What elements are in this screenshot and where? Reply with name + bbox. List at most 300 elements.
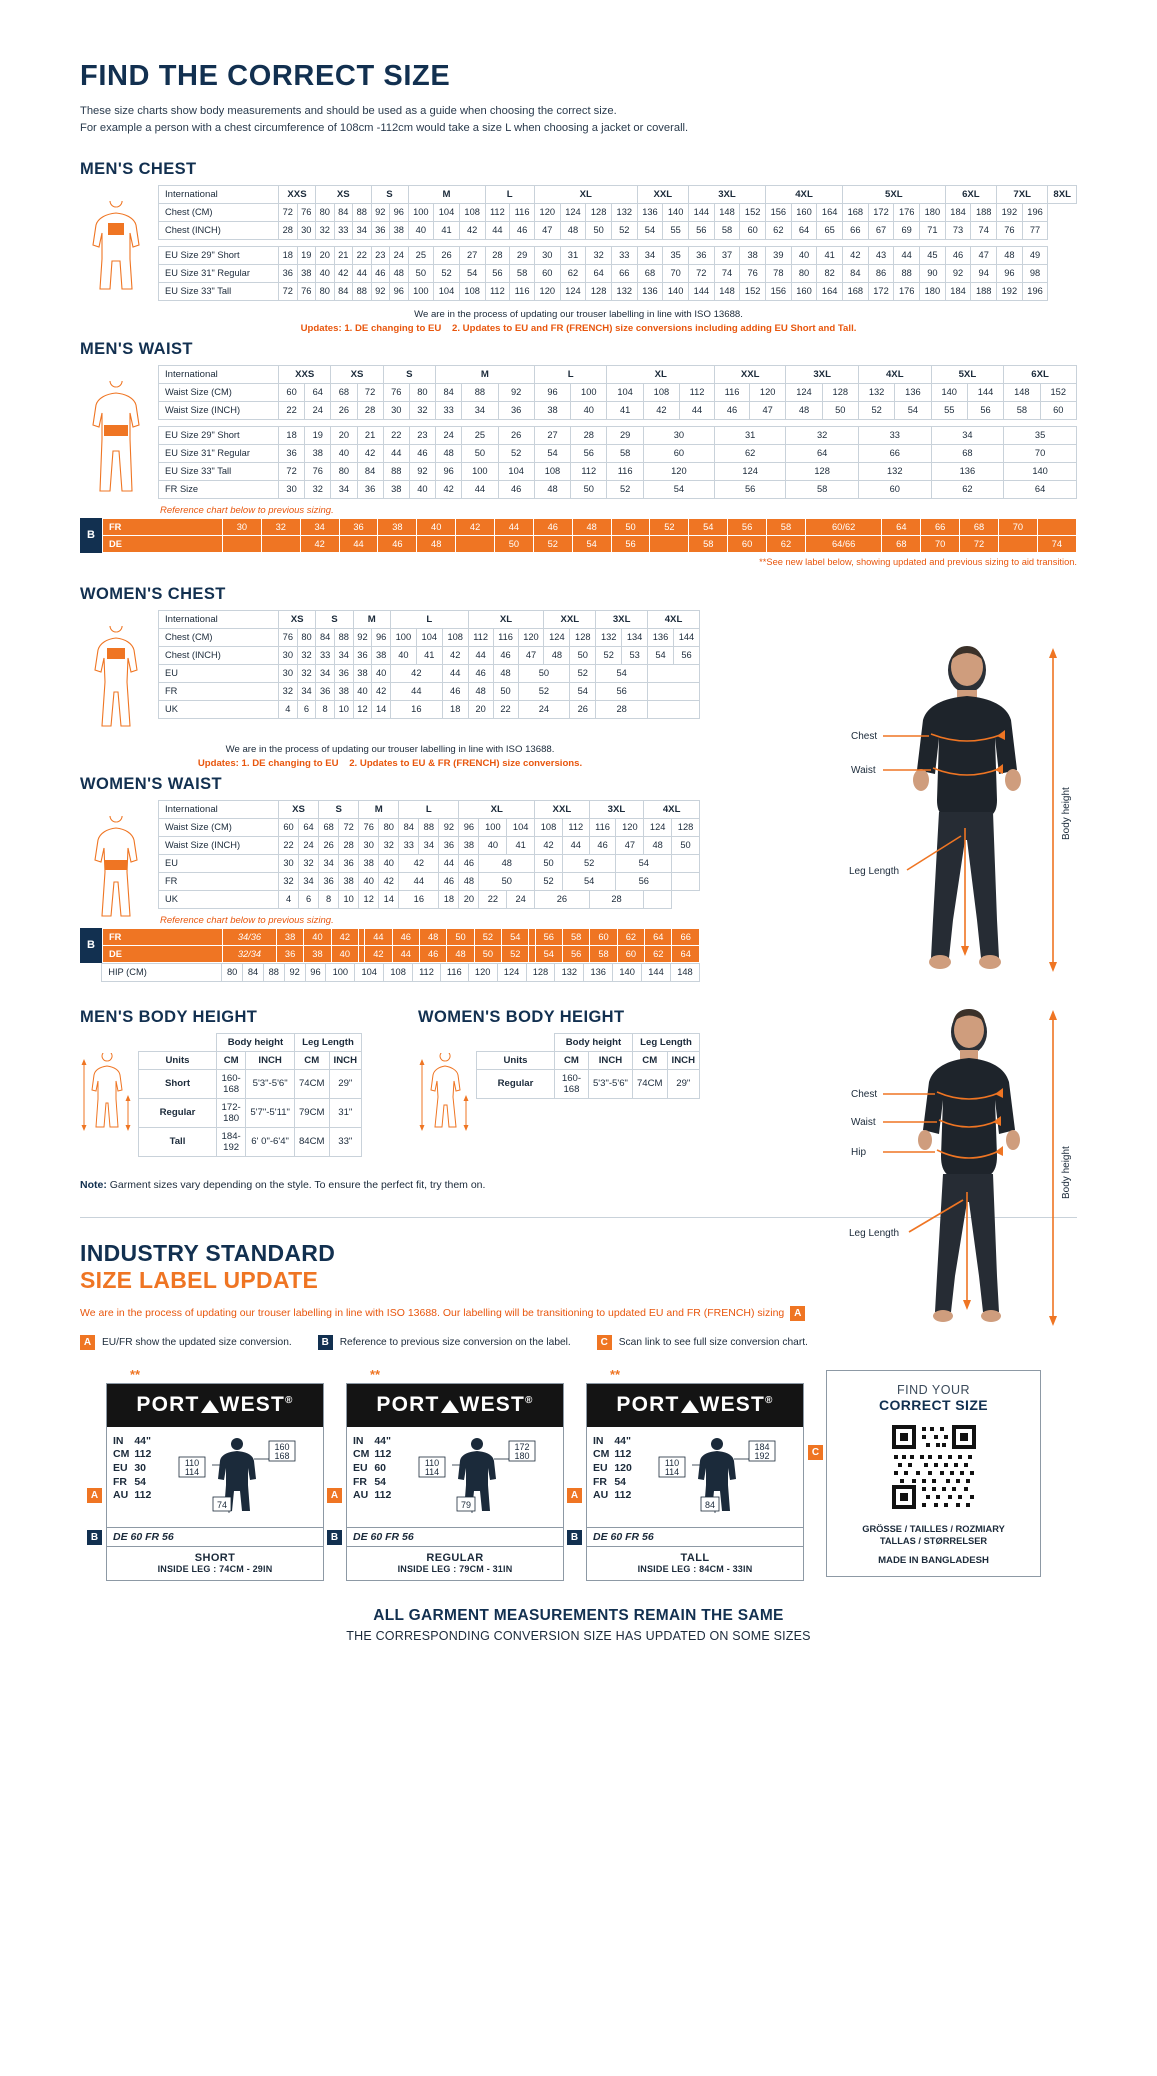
cell: 60/62: [805, 518, 882, 535]
cell: 5'3"-5'6": [246, 1069, 295, 1098]
cell: 196: [1022, 203, 1048, 221]
cell: 68: [931, 444, 1004, 462]
row-label: FR Size: [159, 480, 279, 498]
table-row: [159, 401, 1077, 419]
cell: 124: [560, 203, 586, 221]
intro-line-1: These size charts show body measurements and should be used as a guide when choosing the correct size.: [80, 105, 617, 117]
cell: 100: [408, 282, 434, 300]
cell: 31: [715, 426, 786, 444]
cell: 34: [353, 221, 372, 239]
cell: 18: [442, 700, 468, 718]
cell: 96: [372, 628, 391, 646]
svg-text:160: 160: [274, 1441, 290, 1452]
cell: 20: [468, 700, 493, 718]
cell: 192: [997, 203, 1023, 221]
cell: 104: [434, 203, 460, 221]
womens-waist-figure: [80, 800, 158, 926]
svg-text:Leg Length: Leg Length: [849, 866, 900, 877]
header-cell: 4XL: [858, 365, 931, 383]
header-cell: XL: [468, 610, 544, 628]
header-cell: L: [534, 365, 607, 383]
spec-value: 54: [134, 1475, 147, 1488]
male-model: [847, 640, 1077, 980]
header-cell: Body height: [217, 1033, 295, 1051]
cell: 73: [945, 221, 971, 239]
svg-text:184: 184: [754, 1441, 770, 1452]
cell: 6: [299, 890, 319, 908]
table-row: [102, 963, 700, 981]
cell: 124: [786, 383, 822, 401]
cell: 22: [353, 246, 372, 264]
cell: 16: [390, 700, 442, 718]
womens-hip-table: [101, 963, 700, 982]
table-row: [139, 1051, 362, 1069]
cell: 38: [378, 518, 417, 535]
cell: 66: [921, 518, 960, 535]
cell: 62: [560, 264, 586, 282]
cell: 156: [766, 282, 792, 300]
cell: 50: [474, 945, 501, 962]
svg-text:84: 84: [704, 1499, 715, 1510]
cell: 84: [436, 383, 462, 401]
cell: 88: [419, 818, 439, 836]
cell: 32: [297, 646, 316, 664]
cell: 56: [967, 401, 1003, 419]
cell: 40: [372, 664, 391, 682]
cell: 62: [766, 221, 792, 239]
womens-waist-ref-prev: Reference chart below to previous sizing.: [160, 914, 334, 926]
cell: 180: [920, 203, 946, 221]
cell: 40: [791, 246, 817, 264]
qr-line-1: FIND YOUR: [896, 1382, 971, 1397]
de-text: DE 60 FR 56: [593, 1530, 654, 1543]
row-label: Chest (CM): [159, 628, 279, 646]
cell: 33: [334, 221, 353, 239]
row-label: DE: [103, 945, 223, 962]
cell: 140: [663, 282, 689, 300]
cell: 88: [894, 264, 920, 282]
cell: 76: [740, 264, 766, 282]
cell: 112: [571, 462, 607, 480]
svg-text:Body height: Body height: [1061, 787, 1072, 840]
row-label: UK: [159, 890, 279, 908]
mens-chest-heading: MEN'S CHEST: [80, 159, 197, 178]
cell: 54: [637, 221, 663, 239]
cell: [998, 535, 1037, 552]
table-header-row: [159, 185, 1077, 203]
cell: 84: [399, 818, 419, 836]
header-cell: 6XL: [1004, 365, 1077, 383]
cell: 44: [439, 854, 459, 872]
header-cell: 7XL: [997, 185, 1048, 203]
cell: 128: [786, 462, 859, 480]
empty-cell: [139, 1033, 217, 1051]
label-stars: **: [610, 1366, 621, 1382]
cell: 40: [409, 480, 435, 498]
label-spec: [113, 1435, 156, 1521]
cell: 160-168: [217, 1069, 246, 1098]
header-cell: 4XL: [644, 800, 700, 818]
cell: 31: [560, 246, 586, 264]
cell: 54: [562, 872, 616, 890]
cell: 25: [408, 246, 434, 264]
cell: 52: [474, 928, 501, 945]
cell: 33: [858, 426, 931, 444]
spec-value: 112: [614, 1448, 632, 1461]
cell: 52: [498, 444, 534, 462]
cell: 112: [562, 818, 589, 836]
header-cell: S: [371, 185, 408, 203]
cell: 34: [319, 854, 339, 872]
label-inside-leg: INSIDE LEG : 79CM - 31IN: [397, 1563, 513, 1574]
cell: 68: [637, 264, 663, 282]
cell: 54: [535, 945, 562, 962]
qr-line-5: MADE IN BANGLADESH: [878, 1554, 989, 1566]
spec-key: AU: [593, 1489, 609, 1502]
cell: 42: [399, 854, 439, 872]
cell: 92: [371, 282, 390, 300]
table-row: [159, 444, 1077, 462]
label-card-short: [90, 1366, 324, 1581]
cell: 48: [417, 535, 456, 552]
cell: 74: [971, 221, 997, 239]
cell: 33: [399, 836, 419, 854]
cell: 50: [495, 535, 534, 552]
cell: 28: [357, 401, 383, 419]
header-cell: INCH: [329, 1051, 361, 1069]
cell: 78: [766, 264, 792, 282]
cell: 176: [894, 203, 920, 221]
spec-value: 44": [374, 1434, 392, 1447]
spec-value: 60: [374, 1461, 387, 1474]
cell: 160: [791, 282, 817, 300]
cell: 48: [390, 264, 409, 282]
cell: 88: [353, 203, 372, 221]
cell: 136: [931, 462, 1004, 480]
cell: 50: [518, 664, 570, 682]
cell: 44: [442, 664, 468, 682]
cell: 44: [353, 264, 372, 282]
spec-key: AU: [353, 1489, 369, 1502]
table-row: [159, 282, 1077, 300]
cell: 136: [637, 282, 663, 300]
cell: [644, 890, 672, 908]
cell: 35: [1004, 426, 1077, 444]
spec-key: EU: [353, 1461, 368, 1474]
header-cell: XXL: [715, 365, 786, 383]
cell: 66: [611, 264, 637, 282]
cell: 76: [297, 203, 316, 221]
fit-note-text: Garment sizes vary depending on the style. To ensure the perfect fit, try them on.: [106, 1178, 486, 1191]
table-row: [159, 700, 700, 718]
header-cell: XS: [331, 365, 383, 383]
cell: 60: [279, 383, 305, 401]
cell: 4: [279, 700, 298, 718]
cell: 50: [571, 480, 607, 498]
cell: 128: [822, 383, 858, 401]
cell: 54: [596, 664, 648, 682]
table-row: [139, 1069, 362, 1098]
cell: 39: [766, 246, 792, 264]
table-header-row: [477, 1033, 700, 1051]
cell: 96: [436, 462, 462, 480]
cell: 42: [843, 246, 869, 264]
updates-label: Updates:: [300, 322, 342, 334]
cell: 22: [383, 426, 409, 444]
cell: 98: [1022, 264, 1048, 282]
cell: 152: [740, 203, 766, 221]
cell: 46: [589, 836, 616, 854]
body-height-section: [80, 1008, 700, 1157]
cell: [1037, 518, 1076, 535]
cell: 66: [672, 928, 700, 945]
cell: 14: [372, 700, 391, 718]
cell: 58: [590, 945, 617, 962]
cell: 29: [607, 426, 643, 444]
cell: 124: [497, 963, 526, 981]
cell: 84: [334, 282, 353, 300]
cell: 62: [767, 535, 806, 552]
svg-text:79: 79: [460, 1499, 471, 1510]
cell: 5'7"-5'11": [246, 1098, 295, 1127]
header-cell: 8XL: [1048, 185, 1077, 203]
mens-waist-ref-prev: Reference chart below to previous sizing.: [160, 504, 334, 516]
cell: 28: [279, 221, 298, 239]
cell: 50: [535, 854, 563, 872]
cell: 53: [622, 646, 648, 664]
cell: 48: [560, 221, 586, 239]
cell: 32: [279, 872, 299, 890]
cell: 172: [868, 282, 894, 300]
cell: 24: [305, 401, 331, 419]
cell: 80: [222, 963, 243, 981]
svg-text:172: 172: [514, 1441, 530, 1452]
cell: 50: [408, 264, 434, 282]
cell: 136: [584, 963, 613, 981]
cell: 32: [297, 664, 316, 682]
table-row: [159, 246, 1077, 264]
table-header-row: [139, 1033, 362, 1051]
cell: 26: [498, 426, 534, 444]
cell: 116: [607, 462, 643, 480]
cell: 54: [616, 854, 672, 872]
svg-text:192: 192: [754, 1450, 770, 1461]
cell: 116: [510, 282, 535, 300]
cell: 52: [607, 480, 643, 498]
cell: 156: [766, 203, 792, 221]
spec-value: 112: [374, 1448, 392, 1461]
row-label: Waist Size (CM): [159, 383, 279, 401]
cell: 60: [740, 221, 766, 239]
womens-waist-heading: WOMEN'S WAIST: [80, 774, 223, 793]
cell: 40: [379, 854, 399, 872]
cell: 32: [299, 854, 319, 872]
row-label: EU Size 33" Tall: [159, 282, 279, 300]
cell: 42: [365, 945, 392, 962]
brand-bar: [347, 1384, 563, 1427]
cell: 86: [868, 264, 894, 282]
cell: 20: [459, 890, 479, 908]
table-row: [159, 836, 700, 854]
qr-card[interactable]: [811, 1370, 1041, 1577]
qr-code-icon[interactable]: [888, 1421, 980, 1513]
cell: 22: [479, 890, 507, 908]
cell: 100: [408, 203, 434, 221]
cell: 50: [479, 872, 535, 890]
cell: 38: [334, 682, 353, 700]
cell: 128: [672, 818, 700, 836]
cell: 196: [1022, 282, 1048, 300]
cell: 72: [279, 203, 298, 221]
cell: 40: [408, 221, 434, 239]
tag-b-icon: B: [87, 1530, 102, 1545]
cell: 140: [1004, 462, 1077, 480]
cell: 80: [409, 383, 435, 401]
row-label: Chest (INCH): [159, 646, 279, 664]
cell: 50: [447, 928, 474, 945]
mountain-icon: [201, 1400, 219, 1413]
cell: 120: [534, 282, 560, 300]
cell: 112: [680, 383, 715, 401]
cell: 35: [663, 246, 689, 264]
spec-key: EU: [593, 1461, 608, 1474]
row-label: Waist Size (INCH): [159, 836, 279, 854]
cell: 172-180: [217, 1098, 246, 1127]
cell: 60: [728, 535, 767, 552]
cell: 120: [534, 203, 560, 221]
cell: 47: [534, 221, 560, 239]
svg-text:114: 114: [184, 1466, 199, 1477]
cell: 120: [616, 818, 644, 836]
header-cell: 3XL: [688, 185, 765, 203]
cell: 44: [383, 444, 409, 462]
womens-body-height-table: [476, 1033, 700, 1099]
cell: 42: [436, 480, 462, 498]
cell: 34: [931, 426, 1004, 444]
spec-value: 54: [614, 1475, 627, 1488]
header-cell: L: [390, 610, 468, 628]
label-stars: **: [370, 1366, 381, 1382]
table-row: [159, 203, 1077, 221]
mens-waist-heading: MEN'S WAIST: [80, 339, 193, 358]
legend-text: Scan link to see full size conversion chart.: [618, 1336, 808, 1348]
label-de-line: [587, 1527, 803, 1546]
cell: 54: [459, 264, 485, 282]
cell: 48: [997, 246, 1023, 264]
row-label: Waist Size (INCH): [159, 401, 279, 419]
spec-value: 112: [614, 1489, 632, 1502]
cell: 40: [417, 518, 456, 535]
cell: 94: [971, 264, 997, 282]
cell: 74CM: [632, 1069, 667, 1098]
spec-key: EU: [113, 1461, 128, 1474]
industry-title-1: INDUSTRY STANDARD: [80, 1239, 336, 1266]
qr-line-3: GRÖSSE / TAILLES / ROZMIARY: [862, 1523, 1005, 1534]
svg-text:114: 114: [664, 1466, 680, 1477]
cell: 116: [715, 383, 750, 401]
cell: 24: [518, 700, 570, 718]
cell: 32/34: [223, 945, 277, 962]
cell: 128: [526, 963, 555, 981]
header-cell: 6XL: [945, 185, 996, 203]
cell: 70: [921, 535, 960, 552]
cell: 56: [611, 535, 650, 552]
cell: 27: [459, 246, 485, 264]
cell: 58: [1004, 401, 1040, 419]
cell: 40: [479, 836, 507, 854]
badge-b: B: [80, 518, 102, 553]
cell: 30: [279, 854, 299, 872]
cell: 32: [316, 221, 335, 239]
cell: 96: [997, 264, 1023, 282]
cell: 112: [413, 963, 441, 981]
qr-line-4: TALLAS / STØRRELSER: [879, 1535, 988, 1546]
cell: 38: [297, 264, 316, 282]
cell: 40: [359, 872, 379, 890]
cell: 92: [409, 462, 435, 480]
legend-item-c: [597, 1335, 808, 1350]
cell: 48: [544, 646, 570, 664]
womens-chest-block: [80, 585, 700, 736]
spec-key: AU: [113, 1489, 129, 1502]
cell: 48: [786, 401, 822, 419]
tag-b-icon: B: [567, 1530, 582, 1545]
cell: 30: [279, 664, 298, 682]
cell: 76: [305, 462, 331, 480]
mens-waist-table: [158, 365, 1077, 499]
header-cell: International: [159, 800, 279, 818]
row-label: EU: [159, 664, 279, 682]
cell: 62: [715, 444, 786, 462]
cell: 80: [316, 203, 335, 221]
cell: 26: [319, 836, 339, 854]
cell: 108: [384, 963, 413, 981]
legend-text: EU/FR show the updated size conversion.: [102, 1336, 292, 1348]
cell: 124: [715, 462, 786, 480]
cell: 38: [534, 401, 570, 419]
cell: 32: [409, 401, 435, 419]
cell: 120: [468, 963, 497, 981]
svg-text:180: 180: [514, 1450, 530, 1461]
model-illustrations: [847, 640, 1077, 1358]
cell: 52: [596, 646, 622, 664]
cell: 38: [304, 945, 331, 962]
cell: 34/36: [223, 928, 277, 945]
header-cell: XXL: [637, 185, 688, 203]
update-1: 1. DE changing to EU: [241, 757, 339, 769]
cell: 88: [263, 963, 284, 981]
cell: 60: [534, 264, 560, 282]
cell: 36: [371, 221, 390, 239]
label-figure: [637, 1435, 797, 1521]
cell: 64: [299, 818, 319, 836]
svg-text:Chest: Chest: [851, 731, 878, 742]
cell: 24: [507, 890, 535, 908]
header-cell: XL: [534, 185, 637, 203]
cell: 184: [945, 282, 971, 300]
cell: 176: [894, 282, 920, 300]
cell: 68: [331, 383, 357, 401]
cell: 26: [535, 890, 590, 908]
table-row: [159, 628, 700, 646]
cell: 38: [276, 928, 303, 945]
header-cell: 3XL: [786, 365, 859, 383]
cell: 52: [611, 221, 637, 239]
header-cell: International: [159, 365, 279, 383]
cell: 44: [894, 246, 920, 264]
label-card-tall: [570, 1366, 804, 1581]
cell: 58: [767, 518, 806, 535]
